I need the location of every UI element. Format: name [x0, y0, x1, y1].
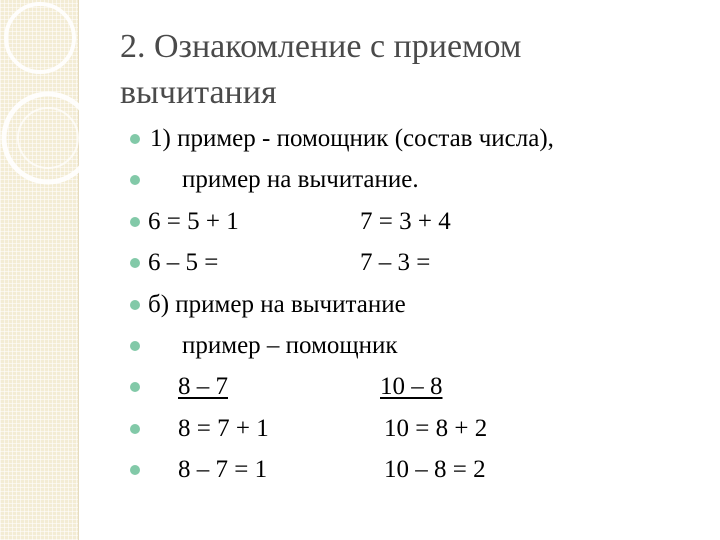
content-list — [130, 118, 690, 491]
bullet-icon — [130, 258, 140, 268]
list-item — [130, 449, 690, 490]
bullet-icon — [130, 175, 140, 185]
list-item — [130, 408, 690, 449]
item-right-text: 7 = 3 + 4 — [360, 207, 451, 235]
slide-title-line-2: вычитания — [120, 74, 277, 111]
item-text: б) пример на вычитание — [148, 290, 406, 318]
item-text: 6 – 5 = — [148, 249, 219, 277]
slide-title-line-1: 2. Ознакомление с приемом — [120, 28, 522, 65]
item-text: 6 = 5 + 1 — [148, 207, 239, 235]
list-item — [130, 159, 690, 200]
bullet-icon — [130, 465, 140, 475]
list-item — [130, 366, 690, 407]
bullet-icon — [130, 217, 140, 227]
bullet-icon — [130, 341, 140, 351]
item-text: пример – помощник — [182, 331, 398, 359]
bullet-icon — [130, 382, 140, 392]
item-text: пример на вычитание. — [182, 166, 419, 194]
bullet-icon — [130, 424, 140, 434]
item-text: 8 = 7 + 1 — [178, 414, 269, 442]
list-item — [130, 118, 690, 159]
item-text: 8 – 7 — [178, 373, 228, 401]
list-item — [130, 242, 690, 283]
bullet-icon — [130, 134, 140, 144]
list-item — [130, 284, 690, 325]
item-right-text: 10 = 8 + 2 — [384, 414, 488, 442]
item-text: 1) пример - помощник (состав числа), — [150, 125, 554, 152]
list-item — [130, 201, 690, 242]
item-right-text: 10 – 8 = 2 — [384, 456, 486, 484]
item-right-text: 7 – 3 = — [360, 249, 431, 277]
item-right-text: 10 – 8 — [380, 373, 443, 401]
decorative-circles — [0, 0, 120, 200]
bullet-icon — [130, 300, 140, 310]
slide-title — [120, 24, 680, 116]
item-text: 8 – 7 = 1 — [178, 456, 268, 484]
list-item — [130, 325, 690, 366]
